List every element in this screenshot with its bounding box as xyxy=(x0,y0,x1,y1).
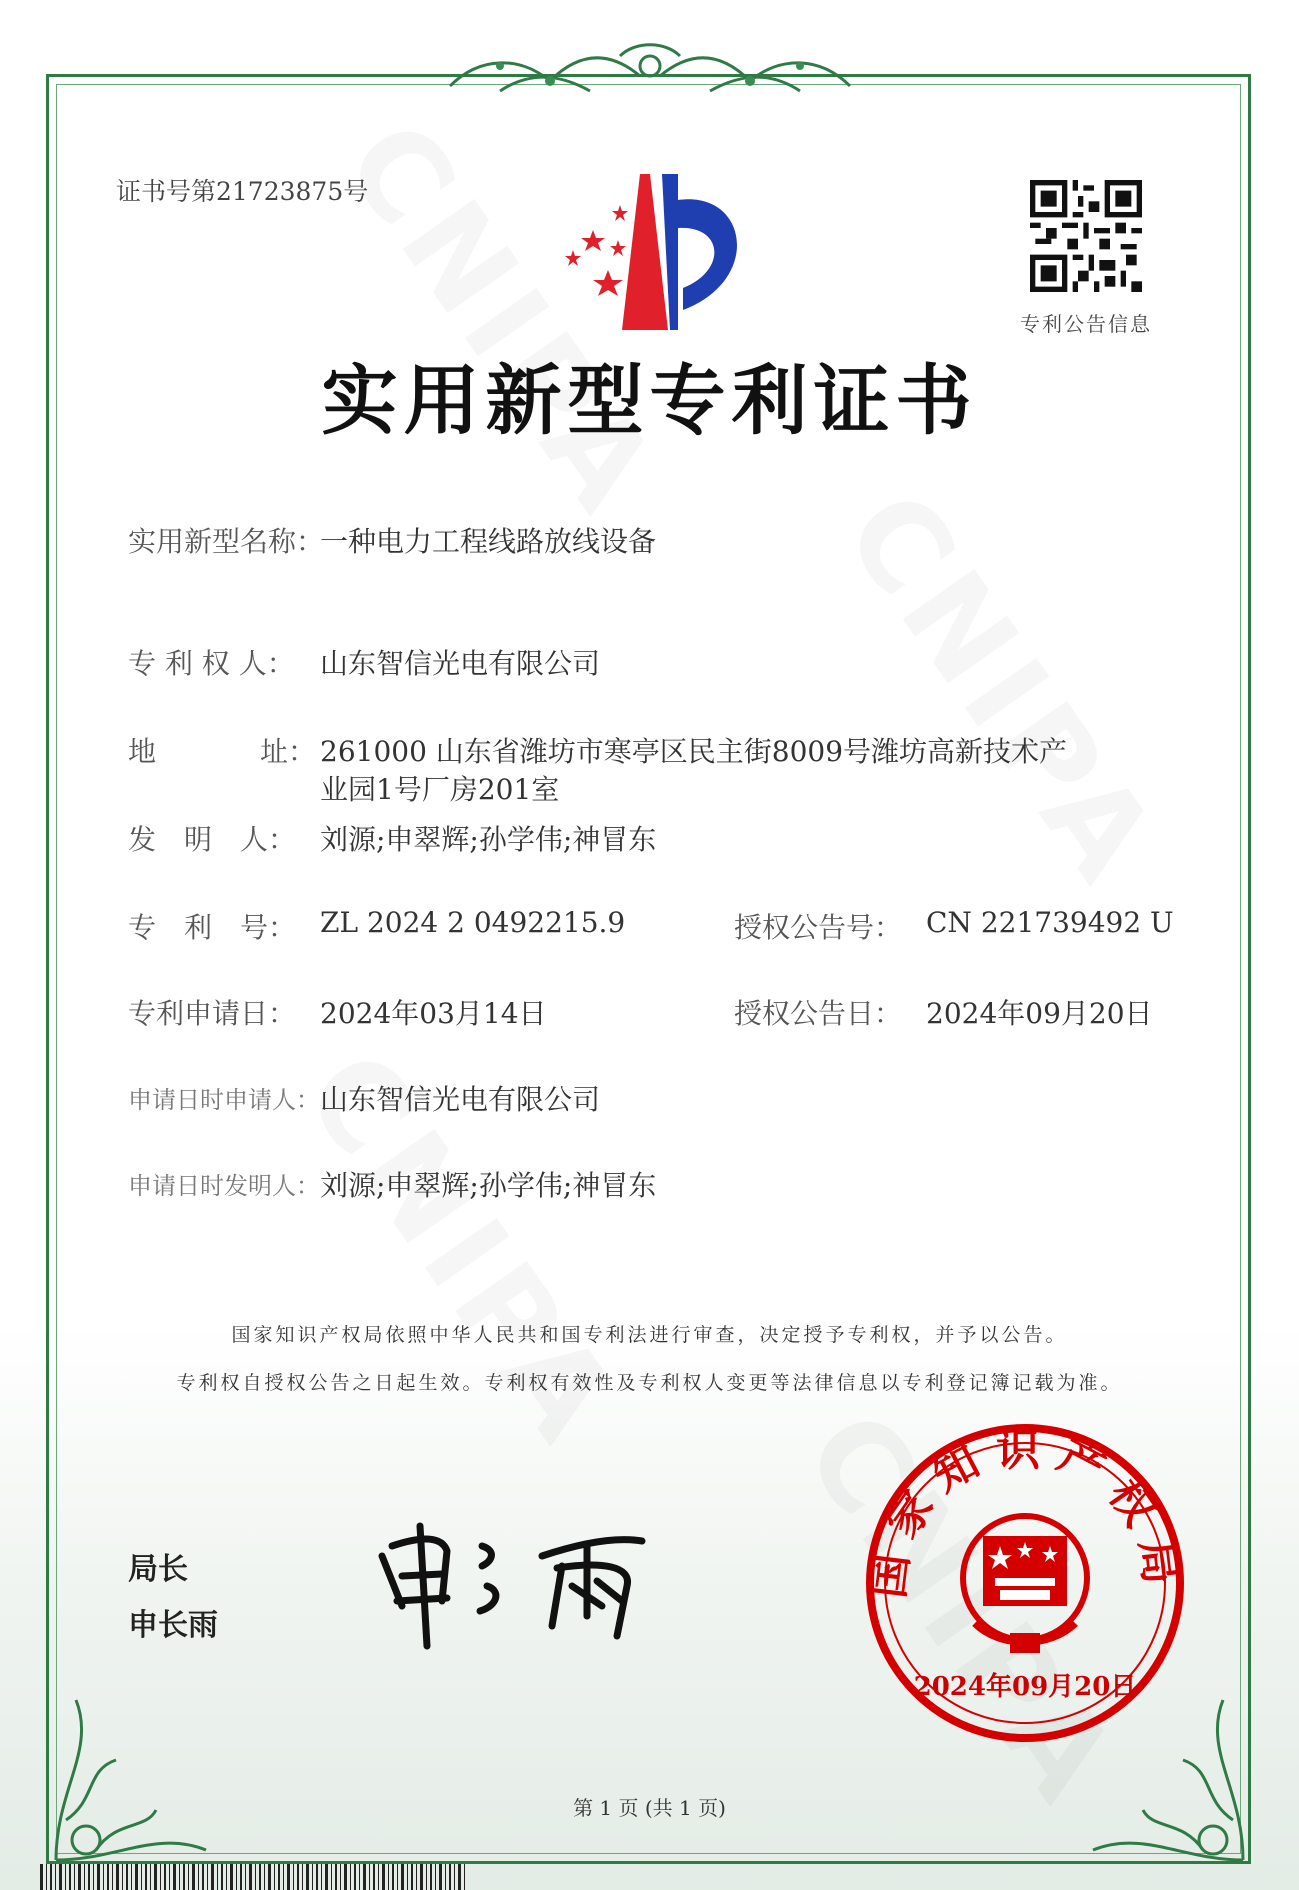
seal-date: 2024年09月20日 xyxy=(913,1672,1137,1702)
grant-publication-number-label: 授权公告号： xyxy=(734,911,903,944)
notice-line-1: 国家知识产权局依照中华人民共和国专利法进行审查，决定授予专利权，并予以公告。 xyxy=(231,1324,1068,1346)
utility-model-name-label: 实用新型名称： xyxy=(128,525,325,558)
national-emblem-icon xyxy=(963,1516,1087,1653)
page-title: 实用新型专利证书 xyxy=(321,356,978,445)
grant-publication-date-label: 授权公告日： xyxy=(734,997,903,1030)
patentee-value: 山东智信光电有限公司 xyxy=(320,647,601,680)
patentee-label: 专 利 权 人： xyxy=(128,647,295,680)
utility-model-name-value: 一种电力工程线路放线设备 xyxy=(320,525,657,558)
grant-publication-number-value: CN 221739492 U xyxy=(926,906,1174,939)
qr-code xyxy=(1030,180,1142,292)
barcode xyxy=(40,1864,470,1890)
director-signature xyxy=(372,1506,672,1656)
patent-number-label: 专 利 号： xyxy=(128,911,297,944)
applicant-at-filing-label: 申请日时申请人： xyxy=(128,1086,320,1114)
qr-label: 专利公告信息 xyxy=(1020,312,1152,336)
patent-number-value: ZL 2024 2 0492215.9 xyxy=(320,906,626,939)
address-label-a: 地 xyxy=(128,735,157,768)
page-number: 第 1 页 (共 1 页) xyxy=(573,1796,726,1820)
director-name: 申长雨 xyxy=(128,1608,218,1643)
seal-text: 国家知识产权局 xyxy=(862,1425,1188,1601)
inventors-value: 刘源;申翠辉;孙学伟;神冒东 xyxy=(320,823,657,856)
cnipa-emblem-icon xyxy=(548,170,770,338)
address-value-line2: 业园1号厂房201室 xyxy=(320,773,560,806)
director-title: 局长 xyxy=(128,1552,188,1587)
inventor-at-filing-value: 刘源;申翠辉;孙学伟;神冒东 xyxy=(320,1169,657,1202)
grant-publication-date-value: 2024年09月20日 xyxy=(926,997,1153,1030)
inventor-at-filing-label: 申请日时发明人： xyxy=(128,1172,320,1200)
applicant-at-filing-value: 山东智信光电有限公司 xyxy=(320,1083,601,1116)
qr-code-icon xyxy=(1030,180,1142,292)
address-value-line1: 261000 山东省潍坊市寒亭区民主街8009号潍坊高新技术产 xyxy=(320,735,1068,768)
top-ornament xyxy=(440,36,860,106)
filing-date-value: 2024年03月14日 xyxy=(320,997,547,1030)
address-label-b: 址： xyxy=(260,735,317,768)
inventors-label: 发 明 人： xyxy=(128,823,297,856)
certificate-number: 证书号第21723875号 xyxy=(116,177,369,206)
bottom-left-ornament xyxy=(36,1640,216,1870)
filing-date-label: 专利申请日： xyxy=(128,997,297,1030)
notice-line-2: 专利权自授权公告之日起生效。专利权有效性及专利权人变更等法律信息以专利登记簿记载为准。 xyxy=(176,1372,1123,1394)
